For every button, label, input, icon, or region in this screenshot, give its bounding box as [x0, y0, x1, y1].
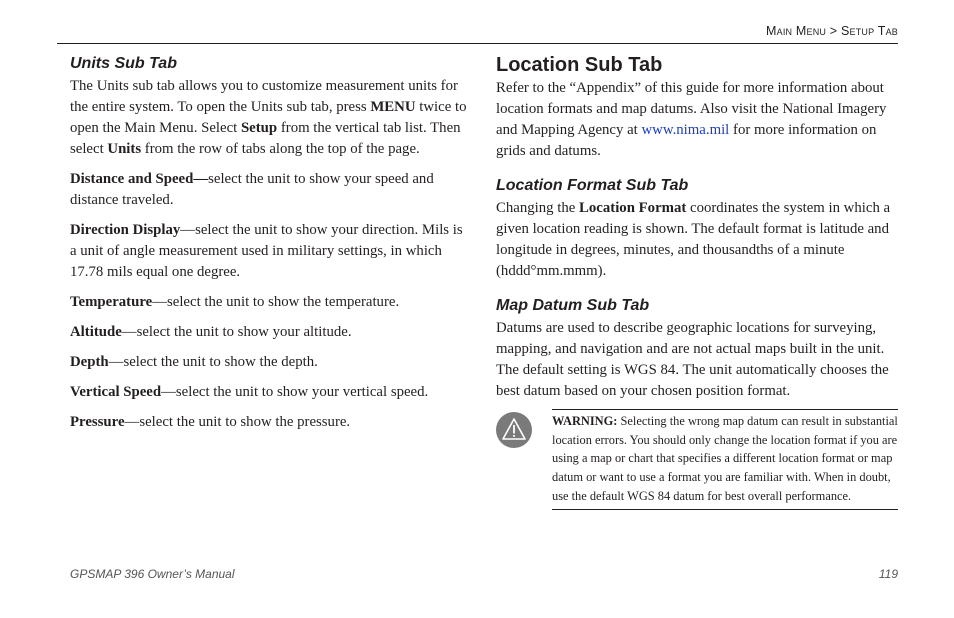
location-format-pre: Changing the	[496, 200, 580, 216]
warning-box	[552, 409, 898, 510]
units-item-term: Pressure	[70, 414, 125, 430]
units-item-term: Distance and Speed—	[70, 171, 209, 187]
location-format-heading: Location Format Sub Tab	[496, 177, 689, 194]
location-text-post: for more information on grids and datums.	[496, 122, 877, 159]
units-item	[70, 352, 470, 373]
header-rule	[57, 43, 898, 44]
warning-text	[552, 412, 898, 506]
units-item	[70, 322, 470, 343]
units-intro-keyword: Units	[107, 141, 142, 157]
warning-triangle-icon	[496, 412, 532, 448]
breadcrumb-main-menu: Main Menu	[766, 24, 827, 38]
units-item-term: Temperature	[70, 294, 153, 310]
units-item-description: select the unit to show your speed and distance traveled.	[70, 171, 434, 208]
location-section	[496, 52, 896, 411]
units-item	[70, 220, 470, 283]
units-heading: Units Sub Tab	[70, 55, 177, 72]
units-intro-keyword: MENU	[370, 99, 416, 115]
nima-link[interactable]: www.nima.mil	[641, 122, 730, 138]
units-item-term: Altitude	[70, 324, 122, 340]
location-paragraph	[496, 78, 896, 162]
location-text-pre: Refer to the “Appendix” of this guide for more information about location formats and map datums. Also visit the National Imagery and Mapping Agency at	[496, 80, 887, 138]
warning-body: Selecting the wrong map datum can result in substantial location errors. You should only change the location format if you are using a map or chart that specifies a different location format or map datum or want to use a format you are familiar with. When in doubt, use the default WGS 84 datum for best overall performance.	[552, 414, 898, 503]
units-intro-keyword: Setup	[240, 120, 278, 136]
units-item	[70, 169, 470, 211]
location-format-paragraph	[496, 198, 896, 282]
units-intro-paragraph	[70, 76, 470, 160]
location-heading: Location Sub Tab	[496, 54, 663, 76]
units-item-term: Direction Display	[70, 222, 181, 238]
units-intro-text: twice to open the Main Menu. Select	[70, 99, 467, 136]
breadcrumb-setup-tab: Setup Tab	[840, 24, 898, 38]
units-item-description: —select the unit to show your altitude.	[121, 324, 352, 340]
units-item-description: —select the unit to show the temperature.	[152, 294, 400, 310]
units-item	[70, 292, 470, 313]
units-intro-text: The Units sub tab allows you to customize measurement units for the entire system. To open the Units sub tab, press	[70, 78, 458, 115]
warning-label: WARNING:	[552, 414, 618, 428]
units-item-term: Depth	[70, 354, 109, 370]
map-datum-heading: Map Datum Sub Tab	[496, 297, 650, 314]
breadcrumb-separator: >	[826, 24, 841, 38]
units-item-description: —select the unit to show your vertical speed.	[161, 384, 429, 400]
units-item-description: —select the unit to show your direction. Mils is a unit of angle measurement used in military settings, in which 17.78 mils equal one degree.	[70, 222, 463, 280]
units-item-description: —select the unit to show the pressure.	[124, 414, 351, 430]
units-section	[70, 54, 470, 442]
units-intro-text: from the row of tabs along the top of the page.	[141, 141, 420, 157]
map-datum-paragraph: Datums are used to describe geographic locations for surveying, mapping, and navigation and are not actual maps built in the unit. The default setting is WGS 84. The unit automatically chooses the best datum based on your chosen position format.	[496, 320, 889, 399]
breadcrumb	[766, 24, 898, 38]
units-item-list	[70, 169, 470, 433]
footer-manual-title: GPSMAP 396 Owner’s Manual	[70, 567, 235, 581]
units-item-description: —select the unit to show the depth.	[108, 354, 318, 370]
units-intro-text: from the vertical tab list. Then select	[70, 120, 461, 157]
units-item	[70, 382, 470, 403]
units-item	[70, 412, 470, 433]
page-number: 119	[878, 567, 898, 581]
location-format-term: Location Format	[579, 200, 687, 216]
units-item-term: Vertical Speed	[70, 384, 162, 400]
location-format-post: coordinates the system in which a given location reading is shown. The default format is latitude and longitude in degrees, minutes, and thousandths of a minute (hddd°mm.mmm).	[496, 200, 891, 279]
